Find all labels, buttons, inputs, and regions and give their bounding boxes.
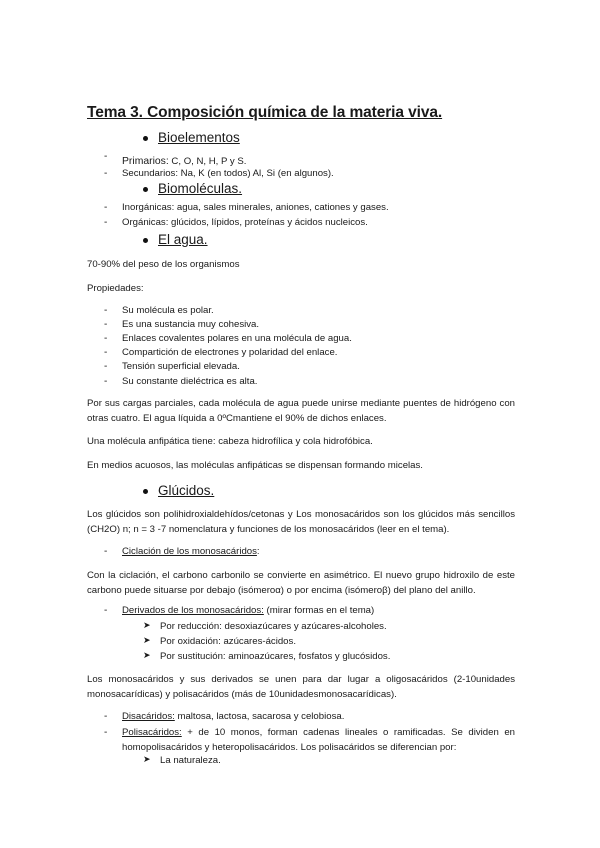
list-item: Su constante dieléctrica es alta. — [122, 376, 258, 387]
derivados-suffix: (mirar formas en el tema) — [263, 605, 375, 616]
dash-icon: - — [104, 217, 108, 228]
list-item: Por reducción: desoxiazúcares y azúcares-alcoholes. — [160, 621, 387, 632]
list-item: Es una sustancia muy cohesiva. — [122, 319, 260, 330]
dash-icon: - — [104, 347, 108, 358]
dash-icon: - — [104, 361, 108, 372]
arrow-bullet-icon: ➤ — [143, 650, 151, 660]
bullet-icon — [143, 187, 148, 192]
dash-icon: - — [104, 305, 108, 316]
polisacaridos-value: + de 10 monos, forman cadenas lineales o ramificadas. Se dividen en homopolisacáridos y heteropolisacáridos. Los polisacáridos se diferencian por: — [122, 727, 515, 753]
list-item: Su molécula es polar. — [122, 305, 214, 316]
glucidos-paragraph-3: Los monosacáridos y sus derivados se unen para dar lugar a oligosacáridos (2-10unidades monosacarídicas) y polisacáridos (más de 10unidadesmonosacarídicas). — [87, 674, 515, 700]
heading-agua: El agua. — [158, 232, 208, 247]
list-item: Por oxidación: azúcares-ácidos. — [160, 636, 296, 647]
disacaridos-value: maltosa, lactosa, sacarosa y celobiosa. — [174, 711, 345, 722]
bullet-icon — [143, 136, 148, 141]
agua-paragraph-1: Por sus cargas parciales, cada molécula de agua puede unirse mediante puentes de hidrógeno con otras cuatro. El agua líquida a 0ºCmantiene el 90% de dichos enlaces. — [87, 398, 515, 424]
primarios-label: Primarios: — [122, 156, 169, 167]
agua-paragraph-3: En medios acuosos, las moléculas anfipáticas se dispensan formando micelas. — [87, 460, 423, 471]
primarios-value: C, O, N, H, P y S. — [168, 156, 247, 167]
derivados-item — [122, 605, 374, 617]
ciclacion-suffix: : — [256, 546, 260, 557]
dash-icon: - — [104, 319, 108, 330]
dash-icon: - — [104, 151, 108, 162]
dash-icon: - — [104, 605, 108, 616]
list-item: La naturaleza. — [160, 755, 221, 766]
bullet-icon — [143, 489, 148, 494]
dash-icon: - — [104, 376, 108, 387]
heading-biomoleculas: Biomoléculas. — [158, 181, 243, 196]
list-item: Por sustitución: aminoazúcares, fosfatos y glucósidos. — [160, 651, 391, 662]
page-title: Tema 3. Composición química de la materia viva. — [87, 104, 443, 121]
list-item-primarios — [122, 151, 246, 169]
heading-bioelementos: Bioelementos — [158, 130, 240, 145]
disacaridos-label: Disacáridos: — [122, 711, 175, 722]
arrow-bullet-icon: ➤ — [143, 620, 151, 630]
ciclacion-label: Ciclación de los monosacáridos — [122, 546, 257, 557]
propiedades-label: Propiedades: — [87, 283, 144, 294]
agua-intro: 70-90% del peso de los organismos — [87, 259, 240, 270]
list-item: Compartición de electrones y polaridad del enlace. — [122, 347, 338, 358]
list-item: Tensión superficial elevada. — [122, 361, 240, 372]
bullet-icon — [143, 238, 148, 243]
polisacaridos-label: Polisacáridos: — [122, 727, 182, 738]
agua-paragraph-2: Una molécula anfipática tiene: cabeza hidrofílica y cola hidrofóbica. — [87, 436, 373, 447]
glucidos-paragraph-1: Los glúcidos son polihidroxialdehídos/cetonas y Los monosacáridos son los glúcidos más sencillos (CH2O) n; n = 3 -7 nomenclatura y funciones de los monosacáridos (leer en el tema). — [87, 509, 515, 535]
dash-icon: - — [104, 546, 108, 557]
dash-icon: - — [104, 168, 108, 179]
ciclacion-item — [122, 546, 260, 558]
list-item: Enlaces covalentes polares en una molécula de agua. — [122, 333, 352, 344]
dash-icon: - — [104, 727, 108, 738]
heading-glucidos: Glúcidos. — [158, 483, 215, 498]
list-item: Inorgánicas: agua, sales minerales, aniones, cationes y gases. — [122, 202, 389, 213]
list-item-secundarios: Secundarios: Na, K (en todos) Al, Si (en algunos). — [122, 168, 334, 179]
polisacaridos-item — [122, 725, 515, 755]
dash-icon: - — [104, 711, 108, 722]
arrow-bullet-icon: ➤ — [143, 635, 151, 645]
derivados-label: Derivados de los monosacáridos: — [122, 605, 264, 616]
dash-icon: - — [104, 333, 108, 344]
glucidos-paragraph-2: Con la ciclación, el carbono carbonilo se convierte en asimétrico. El nuevo grupo hidroxilo de este carbono puede situarse por debajo (isómeroα) o por encima (isómeroβ) del plano del anillo. — [87, 570, 515, 596]
arrow-bullet-icon: ➤ — [143, 754, 151, 764]
disacaridos-item — [122, 711, 344, 723]
dash-icon: - — [104, 202, 108, 213]
list-item: Orgánicas: glúcidos, lípidos, proteínas y ácidos nucleicos. — [122, 217, 368, 228]
